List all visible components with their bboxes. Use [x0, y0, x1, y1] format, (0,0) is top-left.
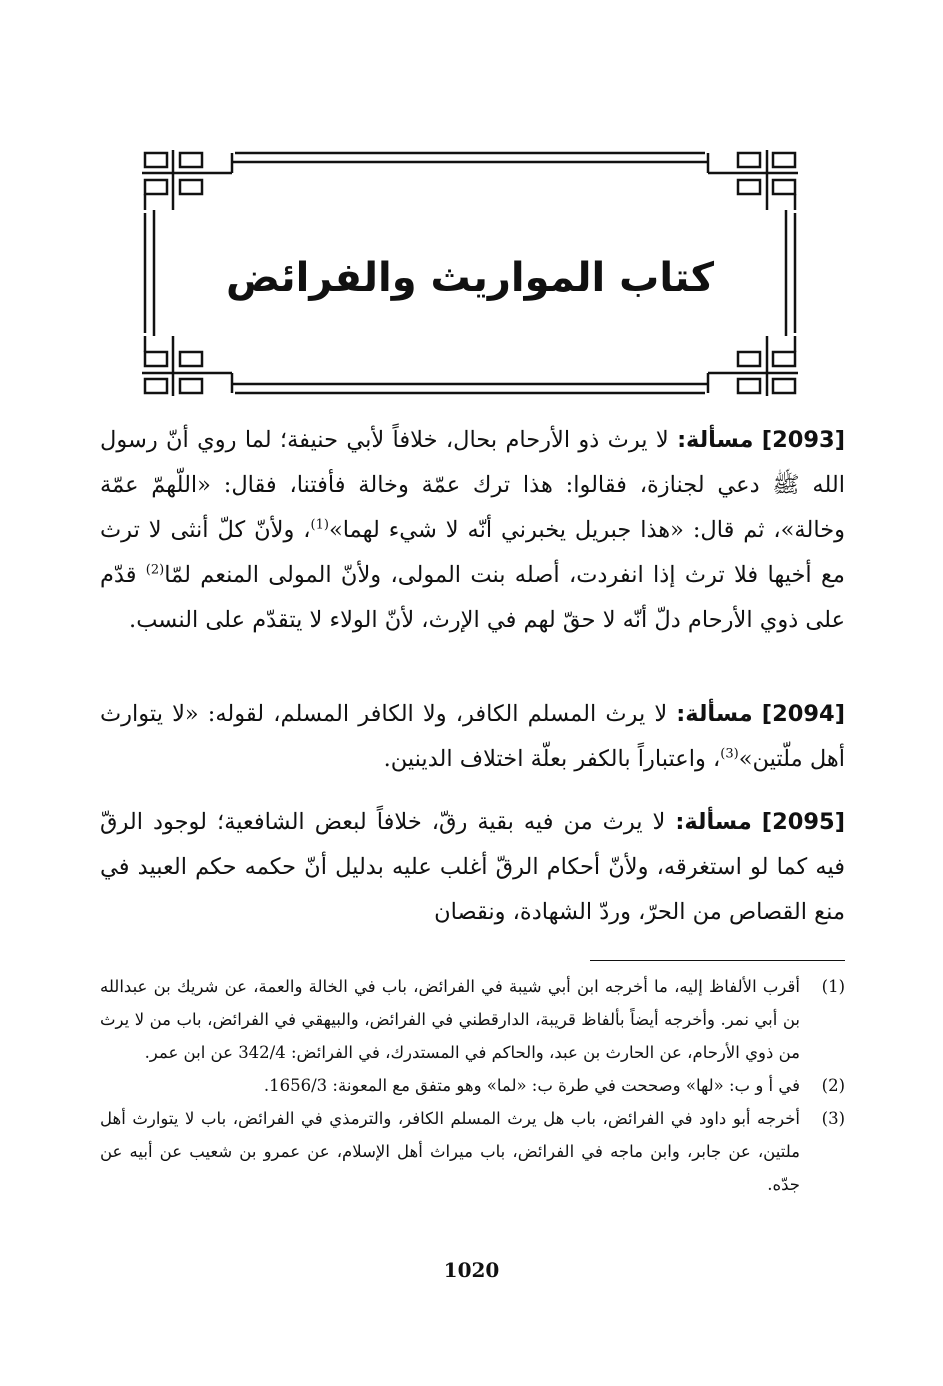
paragraph-text: ، واعتباراً بالكفر بعلّة اختلاف الدينين.: [383, 746, 721, 772]
issue-label: مسألة:: [677, 427, 754, 453]
paragraph-text: لا يرث المسلم الكافر، ولا الكافر المسلم، لقوله: «لا يتوارث أهل ملّتين»: [100, 701, 845, 772]
issue-label: مسألة:: [676, 701, 753, 727]
page-number: 1020: [443, 1258, 500, 1282]
paragraph-2094: [100, 692, 845, 782]
issue-number: [2094]: [761, 701, 846, 727]
paragraph-text: قدّم على ذوي الأرحام دلّ أنّه لا حقّ لهم في الإرث، لأنّ الولاء لا يتقدّم على النسب.: [100, 562, 845, 633]
footnote-text: أخرجه أبو داود في الفرائض، باب هل يرث المسلم الكافر، والترمذي في الفرائض، باب لا يتوارث أهل ملتين، عن جابر، وابن ماجه في الفرائض، باب ميراث أهل الإسلام، عن عمرو بن شعيب عن أبيه عن جدّه.: [100, 1109, 800, 1194]
footnote-ref: (2): [145, 562, 165, 578]
issue-number: [2093]: [761, 427, 846, 453]
footnote-number: (1): [821, 977, 845, 996]
footnote-divider: [590, 960, 845, 961]
footnote-item: [100, 970, 845, 1069]
footnote-number: (3): [821, 1109, 845, 1128]
footnotes: [100, 970, 845, 1201]
paragraph-text: لا يرث ذو الأرحام بحال، خلافاً لأبي حنيفة؛ لما روي أنّ رسول الله ﷺ دعي لجنازة، فقالوا: هذا ترك عمّة وخالة فأفتنا، فقال: «اللّهمّ عمّة وخالة»، ثم قال: «هذا جبريل يخبرني أنّه لا شيء لهما»: [100, 427, 845, 543]
paragraph-2095: [100, 800, 845, 935]
paragraph-2093: [100, 418, 845, 643]
footnote-ref: (3): [720, 746, 739, 762]
paragraph-text: لا يرث من فيه بقية رقّ، خلافاً لبعض الشافعية؛ لوجود الرقّ فيه كما لو استغرقه، ولأنّ أحكام الرقّ أغلب عليه بدليل أنّ حكمه حكم العبيد في منع القصاص من الحرّ، وردّ الشهادة، ونقصان: [100, 809, 845, 925]
issue-label: مسألة:: [675, 809, 752, 835]
issue-number: [2095]: [761, 809, 845, 835]
footnote-text: أقرب الألفاظ إليه، ما أخرجه ابن أبي شيبة في الفرائض، باب في الخالة والعمة، عن شريك بن عبدالله بن أبي نمر. وأخرجه أيضاً بألفاظ قريبة، الدارقطني في الفرائض، والبيهقي في الفرائض، باب من لا يرث من ذوي الأرحام، عن الحارث بن عبد، والحاكم في المستدرك، في الفرائض: 342/4 عن ابن عمر.: [100, 977, 800, 1062]
footnote-text: في أ و ب: «لها» وصححت في طرة ب: «لما» وهو متفق مع المعونة: 1656/3.: [263, 1076, 800, 1095]
footnote-item: [100, 1069, 845, 1102]
footnote-ref: (1): [310, 517, 329, 533]
footnote-number: (2): [821, 1076, 845, 1095]
chapter-title: كتاب المواريث والفرائض: [226, 255, 714, 301]
footnote-item: [100, 1102, 845, 1201]
paragraph-text: ، ولأنّ كلّ أنثى لا ترث مع أخيها فلا ترث إذا انفردت، أصله بنت المولى، ولأنّ المولى المنعم لمّا: [100, 517, 845, 588]
